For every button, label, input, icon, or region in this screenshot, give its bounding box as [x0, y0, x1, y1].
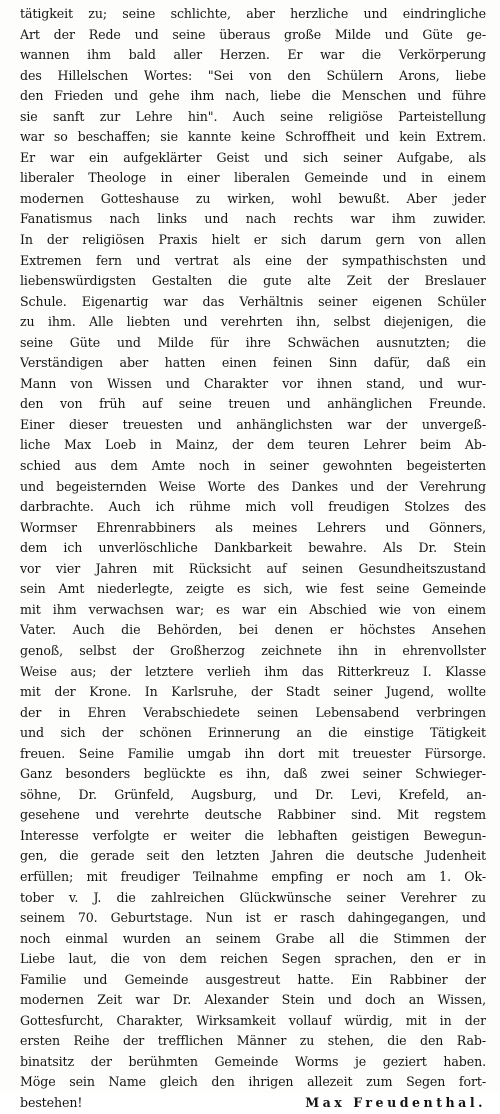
text-line: des Hillelschen Wortes: "Sei von den Schülern Arons, liebe — [20, 67, 486, 83]
text-line: mit der Krone. In Karlsruhe, der Stadt seiner Jugend, wollte — [20, 684, 486, 700]
text-line: der in Ehren Verabschiedete seinen Lebensabend verbringen — [20, 704, 486, 720]
text-line: Schule. Eigenartig war das Verhältnis seiner eigenen Schüler — [20, 293, 486, 309]
text-line: vor vier Jahren mit Rücksicht auf seinen Gesundheitszustand — [20, 560, 486, 576]
text-line: wannen ihm bald aller Herzen. Er war die Verkörperung — [20, 47, 486, 63]
text-line: freuen. Seine Familie umgab ihn dort mit treuester Fürsorge. — [20, 745, 486, 761]
text-line: dem ich unverlöschliche Dankbarkeit bewahre. Als Dr. Stein — [20, 540, 486, 556]
text-line: den Frieden und gehe ihm nach, liebe die Menschen und führe — [20, 88, 486, 104]
text-line: war so beschaffen; sie kannte keine Schroffheit und kein Extrem. — [20, 129, 486, 145]
text-line: sie sanft zur Lehre hin". Auch seine religiöse Parteistellung — [20, 108, 486, 124]
text-line: gesehene und verehrte deutsche Rabbiner sind. Mit regstem — [20, 807, 486, 823]
text-line: Wormser Ehrenrabbiners als meines Lehrers und Gönners, — [20, 519, 486, 535]
text-line: Fanatismus nach links und nach rechts war ihm zuwider. — [20, 211, 486, 227]
text-line: genoß, selbst der Großherzog zeichnete ihn in ehrenvollster — [20, 642, 486, 658]
text-line: söhne, Dr. Grünfeld, Augsburg, und Dr. Levi, Krefeld, an- — [20, 786, 486, 802]
text-line: sein Amt niederlegte, zeigte es sich, wie fest seine Gemeinde — [20, 581, 486, 597]
text-line: Vater. Auch die Behörden, bei denen er höchstes Ansehen — [20, 622, 486, 638]
text-line: und begeisternden Weise Worte des Dankes und der Verehrung — [20, 478, 486, 494]
text-line: tober v. J. die zahlreichen Glückwünsche seiner Verehrer zu — [20, 889, 486, 905]
text-line: und sich der schönen Erinnerung an die einstige Tätigkeit — [20, 725, 486, 741]
text-line: liche Max Loeb in Mainz, der dem teuren Lehrer beim Ab- — [20, 437, 486, 453]
text-line: tätigkeit zu; seine schlichte, aber herzliche und eindringliche — [20, 6, 486, 21]
text-line: mit ihm verwachsen war; es war ein Abschied wie von einem — [20, 601, 486, 617]
article-column — [20, 4, 486, 1114]
text-line: liberaler Theologe in einer liberalen Gemeinde und in einem — [20, 170, 486, 186]
text-line: erfüllen; mit freudiger Teilnahme empfing er noch am 1. Ok- — [20, 868, 486, 884]
text-line: Art der Rede und seine überaus große Milde und Güte ge- — [20, 26, 486, 42]
text-line: Mann von Wissen und Charakter vor ihnen stand, und wur- — [20, 375, 486, 391]
text-line: noch einmal wurden an seinem Grabe all die Stimmen der — [20, 930, 486, 946]
text-line: Ganz besonders beglückte es ihn, daß zwei seiner Schwieger- — [20, 766, 486, 782]
text-line: gen, die gerade seit den letzten Jahren die deutsche Judenheit — [20, 848, 486, 864]
text-line: liebenswürdigsten Gestalten die gute alte Zeit der Breslauer — [20, 273, 486, 289]
text-line: Möge sein Name gleich den ihrigen allezeit zum Segen fort- — [20, 1074, 486, 1090]
author-signature: Max Freudenthal. — [305, 1094, 486, 1110]
text-line: seine Güte und Milde für ihre Schwächen ausnutzten; die — [20, 334, 486, 350]
text-line: Interesse verfolgte er weiter die lebhaften geistigen Bewegun- — [20, 827, 486, 843]
text-line: schied aus dem Amte noch in seiner gewohnten begeisterten — [20, 458, 486, 474]
text-line: darbrachte. Auch ich rühme mich voll freudigen Stolzes des — [20, 499, 486, 515]
text-line: In der religiösen Praxis hielt er sich darum gern von allen — [20, 232, 486, 248]
text-line: Gottesfurcht, Charakter, Wirksamkeit vollauf würdig, mit in der — [20, 1012, 486, 1028]
text-line: ersten Reihe der trefflichen Männer zu stehen, die den Rab- — [20, 1033, 486, 1049]
text-line: modernen Zeit war Dr. Alexander Stein und doch an Wissen, — [20, 992, 486, 1008]
text-line: seinem 70. Geburtstage. Nun ist er rasch dahingegangen, und — [20, 910, 486, 926]
closing-line — [20, 1093, 486, 1114]
text-line: Extremen fern und vertrat als eine der sympathischsten und — [20, 252, 486, 268]
text-line: Weise aus; der letztere verlieh ihm das Ritterkreuz I. Klasse — [20, 663, 486, 679]
text-line: zu ihm. Alle liebten und verehrten ihn, selbst diejenigen, die — [20, 314, 486, 330]
text-line: binatsitz der berühmten Gemeinde Worms je geziert haben. — [20, 1053, 486, 1069]
text-line: den von früh auf seine treuen und anhänglichen Freunde. — [20, 396, 486, 412]
text-line: Einer dieser treuesten und anhänglichsten war der unvergeß- — [20, 416, 486, 432]
text-line: Familie und Gemeinde ausgestreut hatte. Ein Rabbiner der — [20, 971, 486, 987]
text-line: modernen Gotteshause zu wirken, wohl bewußt. Aber jeder — [20, 190, 486, 206]
text-line: Verständigen aber hatten einen feinen Sinn dafür, daß ein — [20, 355, 486, 371]
text-line: Er war ein aufgeklärter Geist und sich seiner Aufgabe, als — [20, 149, 486, 165]
text-line: Liebe laut, die von dem reichen Segen sprachen, den er in — [20, 951, 486, 967]
final-text: bestehen! — [20, 1094, 83, 1110]
